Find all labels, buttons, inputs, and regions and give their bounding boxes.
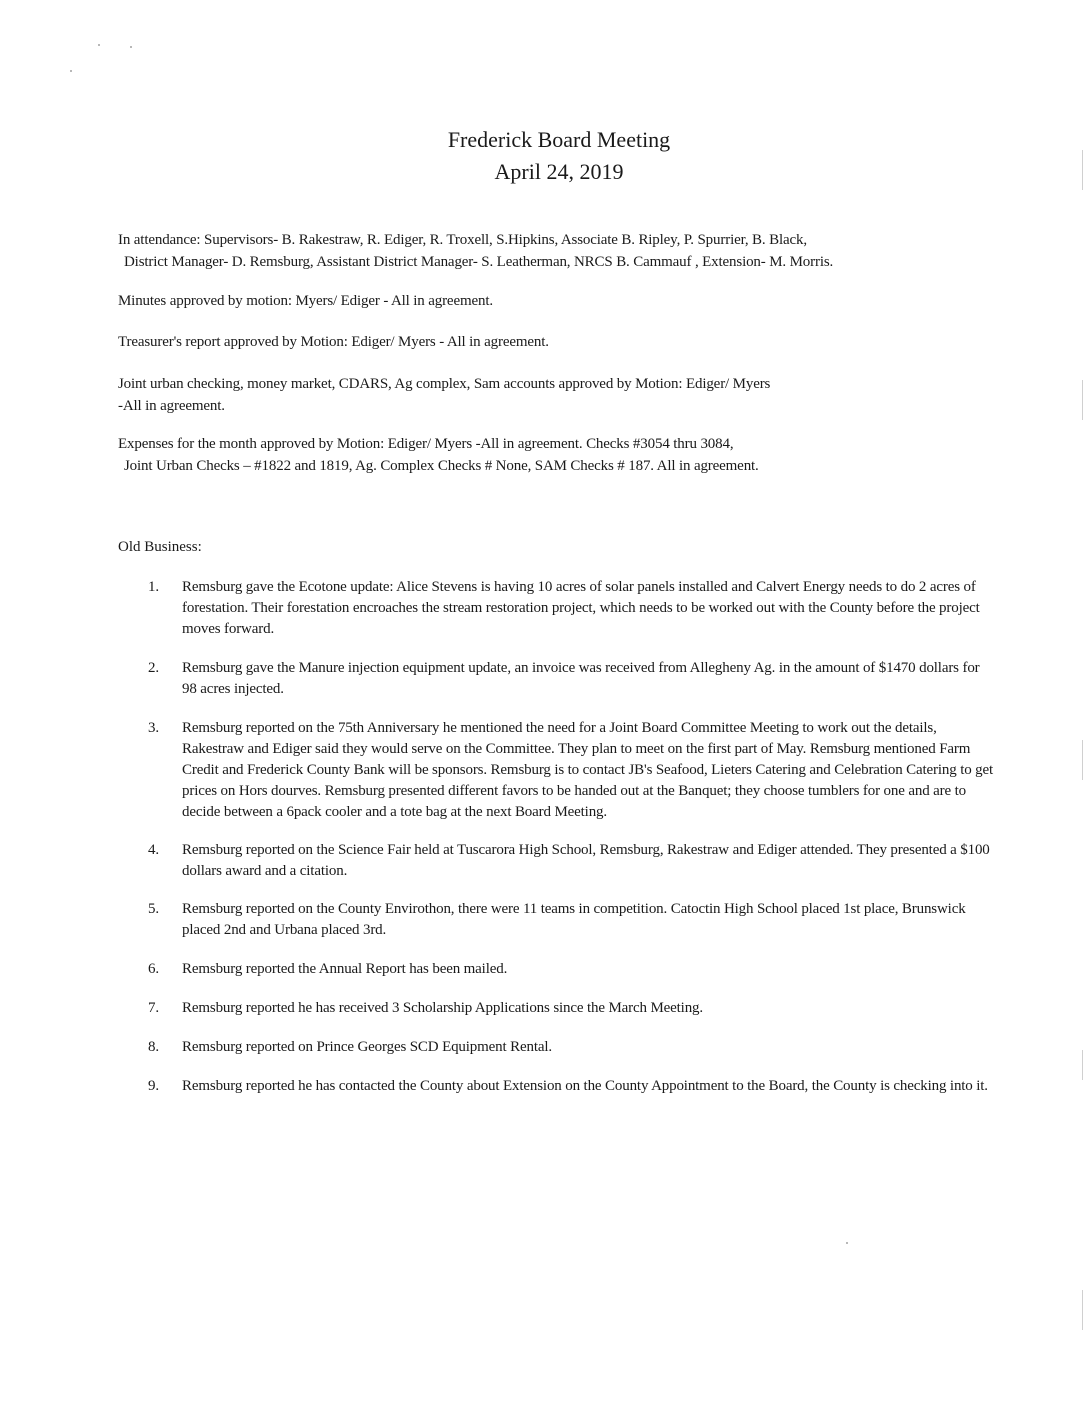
list-item-text: Remsburg gave the Manure injection equipment update, an invoice was received from Allegheny Ag. in the amount of $1470 dollars for 98 acres injected.: [182, 660, 980, 697]
list-item-number: 2.: [148, 660, 159, 676]
treasurer-paragraph: Treasurer's report approved by Motion: Ediger/ Myers - All in agreement.: [118, 334, 549, 350]
accounts-paragraph: [118, 373, 998, 417]
list-item-text: Remsburg reported on the County Envirothon, there were 11 teams in competition. Catoctin High School placed 1st place, Brunswick placed 2nd and Urbana placed 3rd.: [182, 901, 966, 938]
scan-speck: [130, 46, 132, 48]
minutes-paragraph: Minutes approved by motion: Myers/ Ediger - All in agreement.: [118, 293, 493, 309]
scan-speck: [846, 1242, 848, 1244]
attendance-line-2: District Manager- D. Remsburg, Assistant District Manager- S. Leatherman, NRCS B. Cammauf , Extension- M. Morris.: [124, 254, 834, 270]
scan-edge-mark: [1082, 380, 1083, 420]
list-item: [148, 959, 994, 980]
list-item-text: Remsburg reported he has received 3 Scholarship Applications since the March Meeting.: [182, 1000, 703, 1016]
list-item-number: 9.: [148, 1078, 159, 1094]
old-business-list: [148, 577, 994, 1097]
attendance-line-1: In attendance: Supervisors- B. Rakestraw, R. Ediger, R. Troxell, S.Hipkins, Associate B. Ripley, P. Spurrier, B. Black,: [118, 232, 807, 248]
scan-speck: [70, 70, 72, 72]
list-item: [148, 1037, 994, 1058]
list-item-text: Remsburg reported he has contacted the County about Extension on the County Appointment to the Board, the County is checking into it.: [182, 1078, 988, 1094]
list-item: [148, 899, 994, 941]
list-item-number: 6.: [148, 961, 159, 977]
list-item-number: 8.: [148, 1039, 159, 1055]
list-item: [148, 1076, 994, 1097]
scan-edge-mark: [1082, 740, 1083, 780]
list-item-number: 7.: [148, 1000, 159, 1016]
list-item-number: 5.: [148, 901, 159, 917]
list-item-text: Remsburg gave the Ecotone update: Alice Stevens is having 10 acres of solar panels installed and Calvert Energy needs to do 2 acres of forestation. Their forestation encroaches the stream restoration project, which needs to be worked out with the County before the project moves forward.: [182, 579, 980, 637]
accounts-line-1: Joint urban checking, money market, CDARS, Ag complex, Sam accounts approved by Motion: Ediger/ Myers: [118, 376, 771, 392]
expenses-line-1: Expenses for the month approved by Motion: Ediger/ Myers -All in agreement. Checks #3054 thru 3084,: [118, 436, 734, 452]
meeting-date: April 24, 2019: [494, 159, 624, 184]
list-item-text: Remsburg reported the Annual Report has been mailed.: [182, 961, 508, 977]
list-item-text: Remsburg reported on the 75th Anniversary he mentioned the need for a Joint Board Committee Meeting to work out the details, Rakestraw and Ediger said they would serve on the Committee. They plan to meet on the first part of May. Remsburg mentioned Farm Credit and Frederick County Bank will be sponsors. Remsburg is to contact JB's Seafood, Lieters Catering and Celebration Catering to get prices on Hors dourves. Remsburg presented different favors to be handed out at the Banquet; they choose tumblers for one and are to decide between a 6pack cooler and a tote bag at the next Board Meeting.: [182, 720, 994, 820]
list-item: [148, 577, 994, 640]
list-item: [148, 718, 994, 823]
expenses-paragraph: [118, 433, 998, 477]
accounts-line-2: -All in agreement.: [118, 398, 225, 414]
list-item-text: Remsburg reported on Prince Georges SCD Equipment Rental.: [182, 1039, 553, 1055]
list-item-number: 4.: [148, 842, 159, 858]
old-business-heading: Old Business:: [118, 539, 202, 555]
list-item-number: 3.: [148, 720, 159, 736]
attendance-paragraph: [118, 229, 998, 273]
list-item: [148, 998, 994, 1019]
document-title-block: [0, 124, 1088, 188]
scan-speck: [98, 44, 100, 46]
scan-edge-mark: [1082, 1290, 1083, 1330]
document-title: Frederick Board Meeting: [447, 127, 671, 152]
list-item-text: Remsburg reported on the Science Fair held at Tuscarora High School, Remsburg, Rakestraw and Ediger attended. They presented a $100 dollars award and a citation.: [182, 842, 990, 879]
list-item-number: 1.: [148, 579, 159, 595]
list-item: [148, 840, 994, 882]
scan-edge-mark: [1082, 1050, 1083, 1080]
list-item: [148, 658, 994, 700]
expenses-line-2: Joint Urban Checks – #1822 and 1819, Ag. Complex Checks # None, SAM Checks # 187. All in agreement.: [124, 458, 759, 474]
